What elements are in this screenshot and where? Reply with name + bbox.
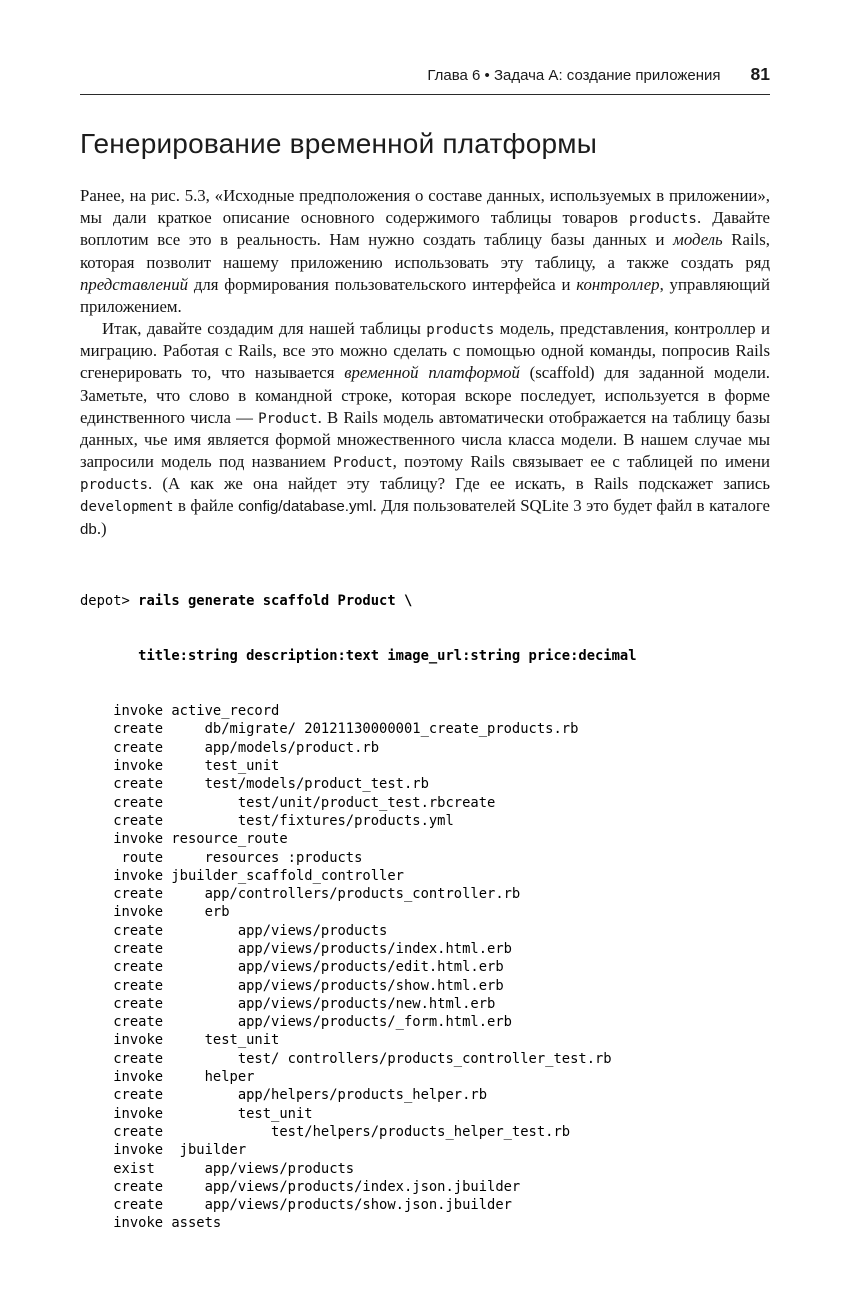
text-run-code: products	[426, 322, 495, 339]
code-line: create app/views/products	[80, 922, 388, 939]
page-number: 81	[750, 64, 770, 84]
code-line: create app/views/products/show.html.erb	[80, 977, 504, 994]
code-line: create app/controllers/products_controller.rb	[80, 886, 521, 903]
code-command-line-1	[80, 592, 770, 610]
text-run: , поэтому Rails связывает ее с таблицей по имени	[392, 452, 770, 472]
code-line: invoke erb	[80, 904, 230, 921]
text-run-i: модель	[673, 230, 723, 250]
code-line: invoke test_unit	[80, 758, 280, 775]
text-run: модель, представления, контроллер и миграцию. Работая с Rails, все это можно сделать с помощью одной команды, попросив Rails сгенерировать то, что называется	[80, 319, 770, 383]
chapter-title: Глава 6 • Задача А: создание приложения	[427, 67, 721, 84]
code-line: create test/ controllers/products_controller_test.rb	[80, 1050, 612, 1067]
text-run-i: временной платформой	[344, 363, 520, 383]
code-line: create test/unit/product_test.rbcreate	[80, 794, 496, 811]
page-header	[80, 64, 770, 95]
text-run-file: config/database.yml	[238, 498, 373, 516]
text-run-file: db	[80, 520, 97, 538]
code-line: invoke helper	[80, 1069, 255, 1086]
text-run-code: development	[80, 499, 174, 516]
code-line: create app/views/products/new.html.erb	[80, 995, 496, 1012]
text-run: .)	[96, 518, 107, 538]
code-line: create test/fixtures/products.yml	[80, 812, 454, 829]
text-run: Rails, которая позволит нашему приложению использовать эту таблицу, а также создать ряд	[80, 230, 771, 272]
code-line: create app/helpers/products_helper.rb	[80, 1087, 488, 1104]
code-line: create db/migrate/ 20121130000001_create_products.rb	[80, 721, 579, 738]
text-run: в файле	[173, 496, 239, 516]
text-run-i: контроллер	[576, 274, 660, 294]
text-run-code: products	[628, 211, 697, 228]
code-line: invoke active_record	[80, 703, 280, 720]
code-line: invoke resource_route	[80, 831, 288, 848]
text-run: (scaffold) для заданной модели. Заметьте, что слово в командной строке, которая вскоре последует, используется в форме единственного числа —	[80, 363, 771, 427]
code-line: create app/views/products/edit.html.erb	[80, 959, 504, 976]
code-line: create app/views/products/index.html.erb	[80, 940, 512, 957]
text-run: . Для пользователей SQLite 3 это будет файл в каталоге	[372, 496, 770, 516]
code-line: create app/views/products/index.json.jbuilder	[80, 1178, 521, 1195]
paragraph	[80, 318, 770, 540]
text-run: . В Rails модель автоматически отображается на таблицу базы данных, чье имя является формой множественного числа класса модели. В нашем случае мы запросили модель под названием	[80, 407, 770, 472]
text-run-code: products	[80, 477, 148, 494]
code-line: create test/helpers/products_helper_test.rb	[80, 1123, 571, 1140]
shell-command: rails generate scaffold Product \	[138, 593, 413, 610]
text-run: Итак, давайте создадим для нашей таблицы	[102, 319, 427, 339]
text-run: . Давайте воплотим все это в реальность. Нам нужно создать таблицу базы данных и	[80, 208, 770, 250]
text-run: . (А как же она найдет эту таблицу? Где ее искать, в Rails подскажет запись	[147, 474, 770, 494]
text-run: , управляющий приложением.	[80, 274, 770, 316]
section-heading: Генерирование временной платформы	[80, 128, 598, 159]
code-line: invoke jbuilder	[80, 1142, 247, 1159]
code-output	[80, 702, 770, 1233]
code-line: exist app/views/products	[80, 1160, 355, 1177]
code-line: invoke jbuilder_scaffold_controller	[80, 867, 404, 884]
paragraphs	[80, 185, 770, 540]
paragraph	[80, 185, 770, 318]
text-run-i: представлений	[80, 274, 189, 294]
text-run-code: Product	[333, 455, 393, 472]
code-line: create app/views/products/_form.html.erb	[80, 1014, 512, 1031]
text-run-code: Product	[258, 410, 318, 427]
code-line: create app/models/product.rb	[80, 739, 380, 756]
code-command-line-2: title:string description:text image_url:string price:decimal	[80, 648, 637, 665]
text-run: Ранее, на рис. 5.3, «Исходные предположения о составе данных, используемых в приложении», мы дали краткое описание основного содержимого таблицы товаров	[80, 186, 770, 228]
shell-prompt: depot>	[80, 593, 139, 610]
code-line: route resources :products	[80, 849, 363, 866]
code-line: invoke assets	[80, 1215, 222, 1232]
code-block	[80, 556, 770, 1270]
code-line: invoke test_unit	[80, 1105, 313, 1122]
code-line: create app/views/products/show.json.jbuilder	[80, 1197, 512, 1214]
text-run: для формирования пользовательского интерфейса и	[188, 274, 577, 294]
code-line: invoke test_unit	[80, 1032, 280, 1049]
code-line: create test/models/product_test.rb	[80, 776, 429, 793]
